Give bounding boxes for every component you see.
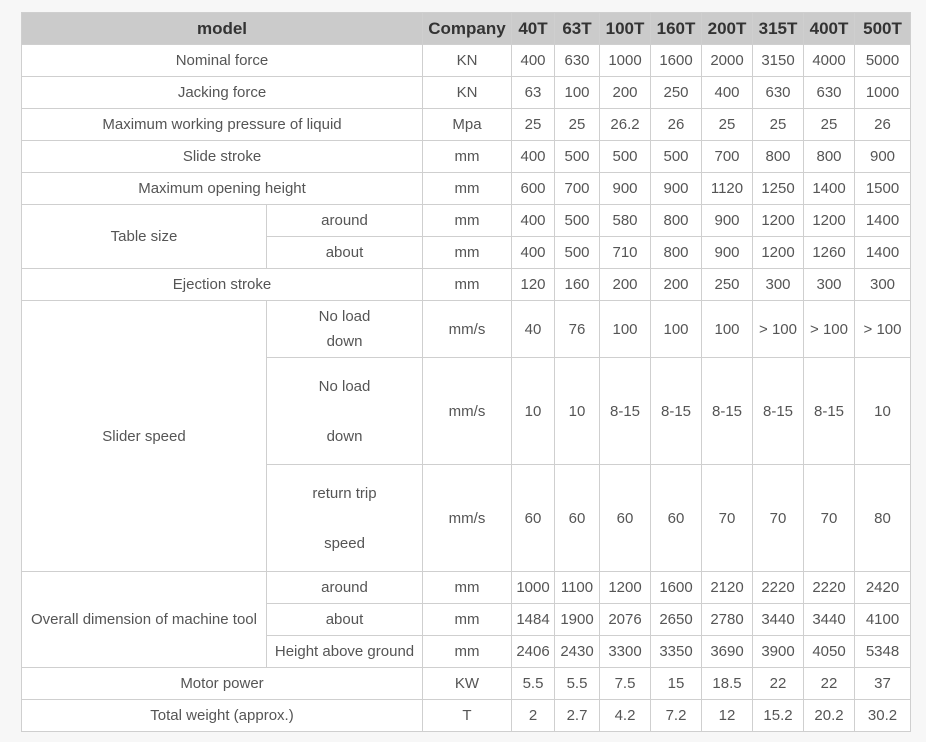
value-cell: 900 (702, 237, 753, 269)
value-cell: 1600 (651, 572, 702, 604)
value-cell: 1000 (855, 77, 911, 109)
value-cell: 800 (753, 141, 804, 173)
header-ton: 400T (804, 13, 855, 45)
value-cell: 300 (753, 269, 804, 301)
value-cell: 37 (855, 668, 911, 700)
value-cell: 80 (855, 465, 911, 572)
value-cell: 4100 (855, 604, 911, 636)
sub-label (267, 301, 423, 358)
unit-cell: KN (423, 77, 512, 109)
value-cell: 30.2 (855, 700, 911, 732)
row-label: Ejection stroke (22, 269, 423, 301)
value-cell: 26.2 (600, 109, 651, 141)
row-label: Maximum working pressure of liquid (22, 109, 423, 141)
value-cell: 1200 (600, 572, 651, 604)
unit-cell: mm (423, 173, 512, 205)
header-ton: 315T (753, 13, 804, 45)
value-cell: 22 (804, 668, 855, 700)
value-cell: 2650 (651, 604, 702, 636)
unit-cell: mm/s (423, 358, 512, 465)
value-cell: 2220 (804, 572, 855, 604)
value-cell: > 100 (753, 301, 804, 358)
value-cell: 4050 (804, 636, 855, 668)
value-cell: 2.7 (555, 700, 600, 732)
header-ton: 500T (855, 13, 911, 45)
value-cell: 1400 (855, 237, 911, 269)
unit-cell: T (423, 700, 512, 732)
value-cell: 200 (651, 269, 702, 301)
value-cell: 900 (651, 173, 702, 205)
value-cell: 500 (651, 141, 702, 173)
header-ton: 160T (651, 13, 702, 45)
sub-label-line: No load (318, 377, 371, 395)
value-cell: 70 (702, 465, 753, 572)
value-cell: 25 (555, 109, 600, 141)
value-cell: 4000 (804, 45, 855, 77)
header-company: Company (423, 13, 512, 45)
row-nominal-force (22, 45, 911, 77)
value-cell: 800 (651, 205, 702, 237)
value-cell: 25 (804, 109, 855, 141)
value-cell: 1400 (855, 205, 911, 237)
value-cell: 7.5 (600, 668, 651, 700)
value-cell: 630 (555, 45, 600, 77)
value-cell: 63 (512, 77, 555, 109)
row-table-size-around (22, 205, 911, 237)
value-cell: 12 (702, 700, 753, 732)
unit-cell: mm (423, 205, 512, 237)
value-cell: 26 (855, 109, 911, 141)
value-cell: 4.2 (600, 700, 651, 732)
group-label: Overall dimension of machine tool (22, 572, 267, 668)
header-row (22, 13, 911, 45)
value-cell: 100 (555, 77, 600, 109)
value-cell: 20.2 (804, 700, 855, 732)
row-slide-stroke (22, 141, 911, 173)
value-cell: 10 (555, 358, 600, 465)
row-max-pressure (22, 109, 911, 141)
value-cell: 500 (555, 205, 600, 237)
value-cell: 8-15 (702, 358, 753, 465)
value-cell: 3350 (651, 636, 702, 668)
sub-label-line: No load (318, 308, 371, 325)
value-cell: 2120 (702, 572, 753, 604)
value-cell: 8-15 (804, 358, 855, 465)
value-cell: 3900 (753, 636, 804, 668)
value-cell: 5000 (855, 45, 911, 77)
value-cell: 1250 (753, 173, 804, 205)
value-cell: 25 (753, 109, 804, 141)
value-cell: 100 (600, 301, 651, 358)
value-cell: 200 (600, 269, 651, 301)
sub-label: around (267, 572, 423, 604)
value-cell: 3300 (600, 636, 651, 668)
row-label: Slide stroke (22, 141, 423, 173)
value-cell: 710 (600, 237, 651, 269)
value-cell: 10 (512, 358, 555, 465)
value-cell: 1100 (555, 572, 600, 604)
value-cell: 630 (804, 77, 855, 109)
value-cell: 700 (555, 173, 600, 205)
row-label: Jacking force (22, 77, 423, 109)
value-cell: 100 (702, 301, 753, 358)
value-cell: 500 (555, 141, 600, 173)
value-cell: 8-15 (600, 358, 651, 465)
value-cell: 600 (512, 173, 555, 205)
value-cell: 1000 (512, 572, 555, 604)
value-cell: 900 (600, 173, 651, 205)
row-total-weight (22, 700, 911, 732)
value-cell: 300 (855, 269, 911, 301)
value-cell: 900 (702, 205, 753, 237)
row-label: Motor power (22, 668, 423, 700)
value-cell: 60 (651, 465, 702, 572)
row-label: Nominal force (22, 45, 423, 77)
value-cell: 7.2 (651, 700, 702, 732)
unit-cell: mm (423, 604, 512, 636)
header-ton: 200T (702, 13, 753, 45)
row-overall-around (22, 572, 911, 604)
value-cell: 2 (512, 700, 555, 732)
sub-label (267, 465, 423, 572)
row-label: Maximum opening height (22, 173, 423, 205)
value-cell: 1900 (555, 604, 600, 636)
value-cell: 1400 (804, 173, 855, 205)
header-model: model (22, 13, 423, 45)
header-ton: 40T (512, 13, 555, 45)
unit-cell: mm/s (423, 301, 512, 358)
unit-cell: mm (423, 572, 512, 604)
value-cell: 40 (512, 301, 555, 358)
value-cell: 1484 (512, 604, 555, 636)
value-cell: > 100 (855, 301, 911, 358)
value-cell: 26 (651, 109, 702, 141)
value-cell: 1120 (702, 173, 753, 205)
value-cell: 900 (855, 141, 911, 173)
value-cell: 800 (651, 237, 702, 269)
value-cell: 400 (512, 237, 555, 269)
value-cell: 500 (600, 141, 651, 173)
value-cell: 700 (702, 141, 753, 173)
sub-label: about (267, 604, 423, 636)
unit-cell: mm (423, 269, 512, 301)
value-cell: 800 (804, 141, 855, 173)
value-cell: 1000 (600, 45, 651, 77)
sub-label: about (267, 237, 423, 269)
unit-cell: KN (423, 45, 512, 77)
value-cell: 2430 (555, 636, 600, 668)
value-cell: 1260 (804, 237, 855, 269)
value-cell: 160 (555, 269, 600, 301)
row-ejection-stroke (22, 269, 911, 301)
unit-cell: mm (423, 237, 512, 269)
value-cell: 5.5 (512, 668, 555, 700)
value-cell: 5348 (855, 636, 911, 668)
value-cell: 3440 (804, 604, 855, 636)
unit-cell: mm (423, 636, 512, 668)
row-slider-speed-fast (22, 301, 911, 358)
value-cell: 500 (555, 237, 600, 269)
value-cell: 10 (855, 358, 911, 465)
value-cell: 630 (753, 77, 804, 109)
value-cell: 15 (651, 668, 702, 700)
value-cell: 2780 (702, 604, 753, 636)
value-cell: 76 (555, 301, 600, 358)
value-cell: 100 (651, 301, 702, 358)
value-cell: 3690 (702, 636, 753, 668)
value-cell: 2076 (600, 604, 651, 636)
value-cell: 3150 (753, 45, 804, 77)
sub-label: Height above ground (267, 636, 423, 668)
sub-label-line: return trip (312, 484, 377, 502)
sub-label-line: down (326, 427, 363, 445)
value-cell: 22 (753, 668, 804, 700)
value-cell: 400 (512, 45, 555, 77)
value-cell: 1200 (804, 205, 855, 237)
header-ton: 63T (555, 13, 600, 45)
value-cell: 580 (600, 205, 651, 237)
sub-label: around (267, 205, 423, 237)
value-cell: 15.2 (753, 700, 804, 732)
value-cell: 2220 (753, 572, 804, 604)
value-cell: 8-15 (651, 358, 702, 465)
group-label: Slider speed (22, 301, 267, 572)
value-cell: 25 (512, 109, 555, 141)
value-cell: 60 (512, 465, 555, 572)
row-label: Total weight (approx.) (22, 700, 423, 732)
row-max-opening (22, 173, 911, 205)
value-cell: 200 (600, 77, 651, 109)
unit-cell: mm (423, 141, 512, 173)
value-cell: 5.5 (555, 668, 600, 700)
sub-label-line: down (326, 333, 363, 350)
value-cell: 250 (651, 77, 702, 109)
value-cell: 18.5 (702, 668, 753, 700)
value-cell: 400 (512, 205, 555, 237)
value-cell: 60 (555, 465, 600, 572)
value-cell: 1500 (855, 173, 911, 205)
row-jacking-force (22, 77, 911, 109)
unit-cell: Mpa (423, 109, 512, 141)
group-label: Table size (22, 205, 267, 269)
value-cell: 2406 (512, 636, 555, 668)
value-cell: 70 (804, 465, 855, 572)
value-cell: 2000 (702, 45, 753, 77)
value-cell: 1600 (651, 45, 702, 77)
row-motor-power (22, 668, 911, 700)
value-cell: 1200 (753, 237, 804, 269)
spec-table (21, 12, 911, 732)
value-cell: 400 (702, 77, 753, 109)
value-cell: 25 (702, 109, 753, 141)
value-cell: 60 (600, 465, 651, 572)
value-cell: 250 (702, 269, 753, 301)
sub-label (267, 358, 423, 465)
value-cell: 400 (512, 141, 555, 173)
value-cell: > 100 (804, 301, 855, 358)
value-cell: 70 (753, 465, 804, 572)
value-cell: 3440 (753, 604, 804, 636)
value-cell: 1200 (753, 205, 804, 237)
header-ton: 100T (600, 13, 651, 45)
value-cell: 120 (512, 269, 555, 301)
sub-label-line: speed (324, 534, 365, 552)
unit-cell: KW (423, 668, 512, 700)
value-cell: 300 (804, 269, 855, 301)
value-cell: 8-15 (753, 358, 804, 465)
unit-cell: mm/s (423, 465, 512, 572)
value-cell: 2420 (855, 572, 911, 604)
